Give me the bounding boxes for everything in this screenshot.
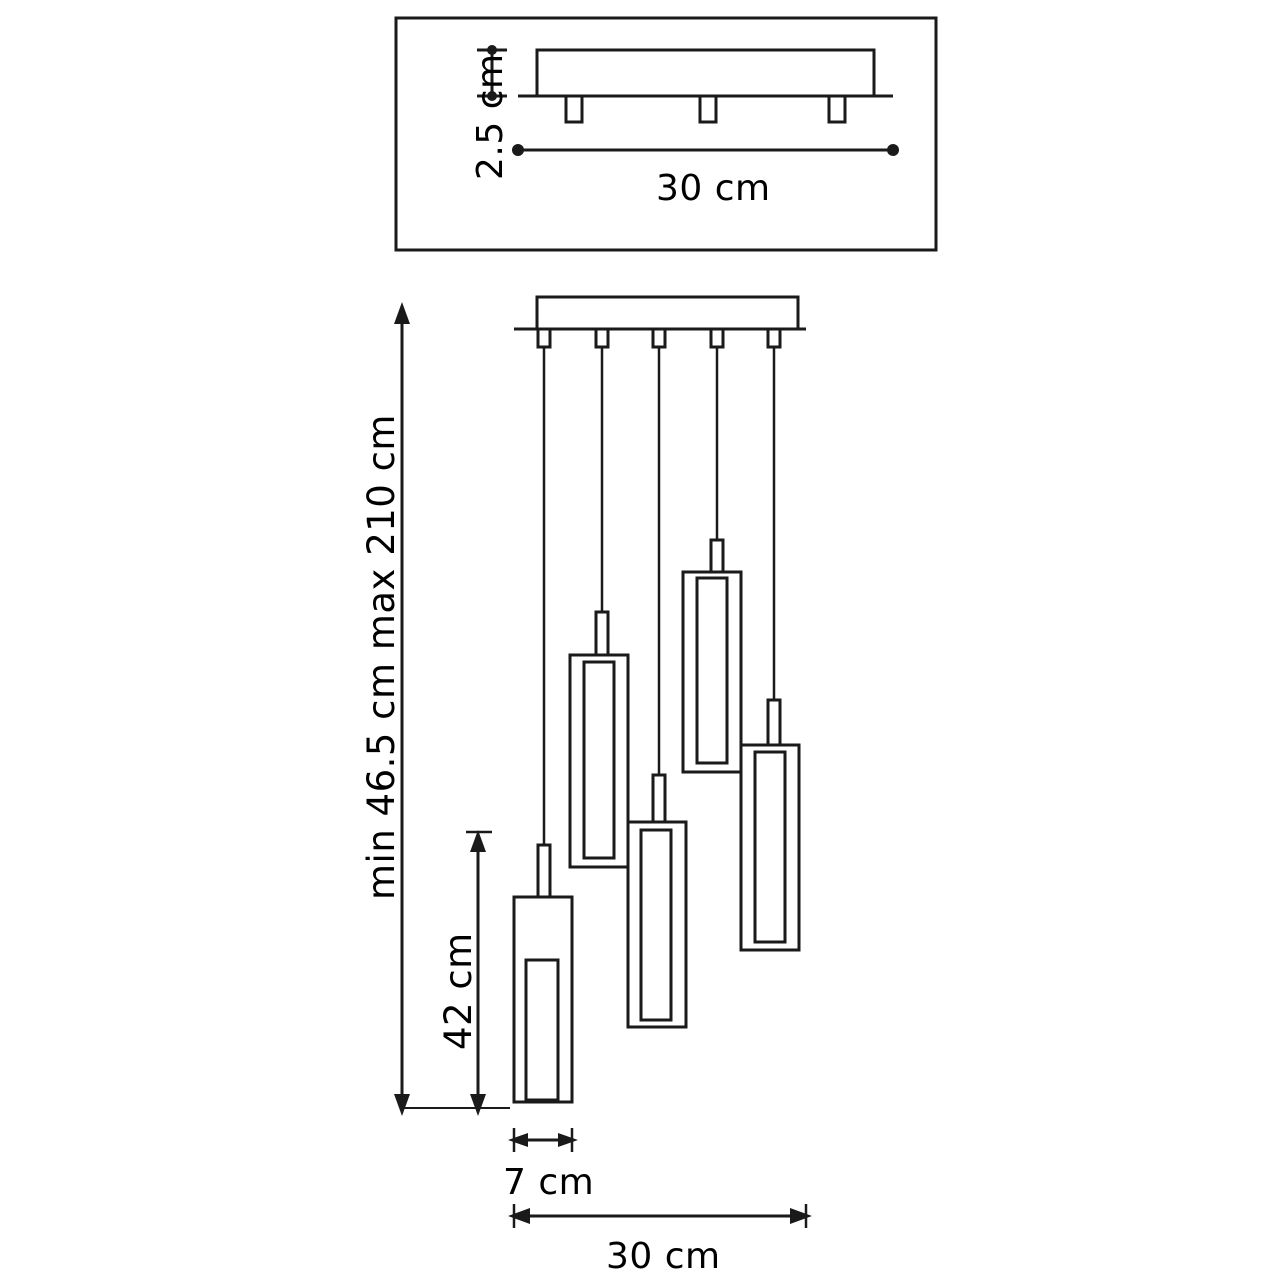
dim-shade-height-arrow-top bbox=[470, 830, 486, 852]
drop-stub-5 bbox=[768, 329, 780, 347]
label-shade-width: 7 cm bbox=[503, 1162, 595, 1203]
dim-width-30-top-dot-right bbox=[887, 144, 899, 156]
mount-stub-1 bbox=[566, 96, 582, 122]
label-total-height: min 46.5 cm max 210 cm bbox=[360, 414, 403, 900]
drop-stub-4 bbox=[711, 329, 723, 347]
dim-width-30-top-dot-left bbox=[512, 144, 524, 156]
dim-shade-width-arrow-right bbox=[558, 1133, 578, 1147]
label-base-width: 30 cm bbox=[606, 1236, 721, 1277]
pendant-2-inner bbox=[584, 662, 614, 858]
pendant-2-socket bbox=[596, 612, 608, 660]
ceiling-plate-top-view bbox=[537, 50, 874, 96]
label-top-view-width: 30 cm bbox=[656, 168, 771, 209]
dim-shade-height-arrow-bottom bbox=[470, 1094, 486, 1116]
pendant-1-inner bbox=[526, 960, 558, 1100]
dim-base-width-arrow-left bbox=[508, 1208, 530, 1224]
dim-shade-width-arrow-left bbox=[508, 1133, 528, 1147]
ceiling-plate-front-view bbox=[537, 297, 798, 329]
mount-stub-3 bbox=[829, 96, 845, 122]
pendant-4-inner bbox=[697, 578, 727, 763]
drop-stub-2 bbox=[596, 329, 608, 347]
pendant-3-socket bbox=[653, 775, 665, 827]
label-shade-height: 42 cm bbox=[437, 932, 480, 1050]
drop-stub-1 bbox=[538, 329, 550, 347]
pendant-3-inner bbox=[641, 830, 671, 1020]
dim-total-height-arrow-top bbox=[394, 302, 410, 324]
drop-stub-3 bbox=[653, 329, 665, 347]
dim-base-width-arrow-right bbox=[790, 1208, 812, 1224]
dim-total-height-arrow-bottom bbox=[394, 1094, 410, 1116]
label-ceiling-plate-height: 2.5 cm bbox=[470, 53, 511, 180]
pendant-1-socket bbox=[538, 845, 550, 897]
pendant-5-inner bbox=[755, 752, 785, 942]
mount-stub-2 bbox=[700, 96, 716, 122]
